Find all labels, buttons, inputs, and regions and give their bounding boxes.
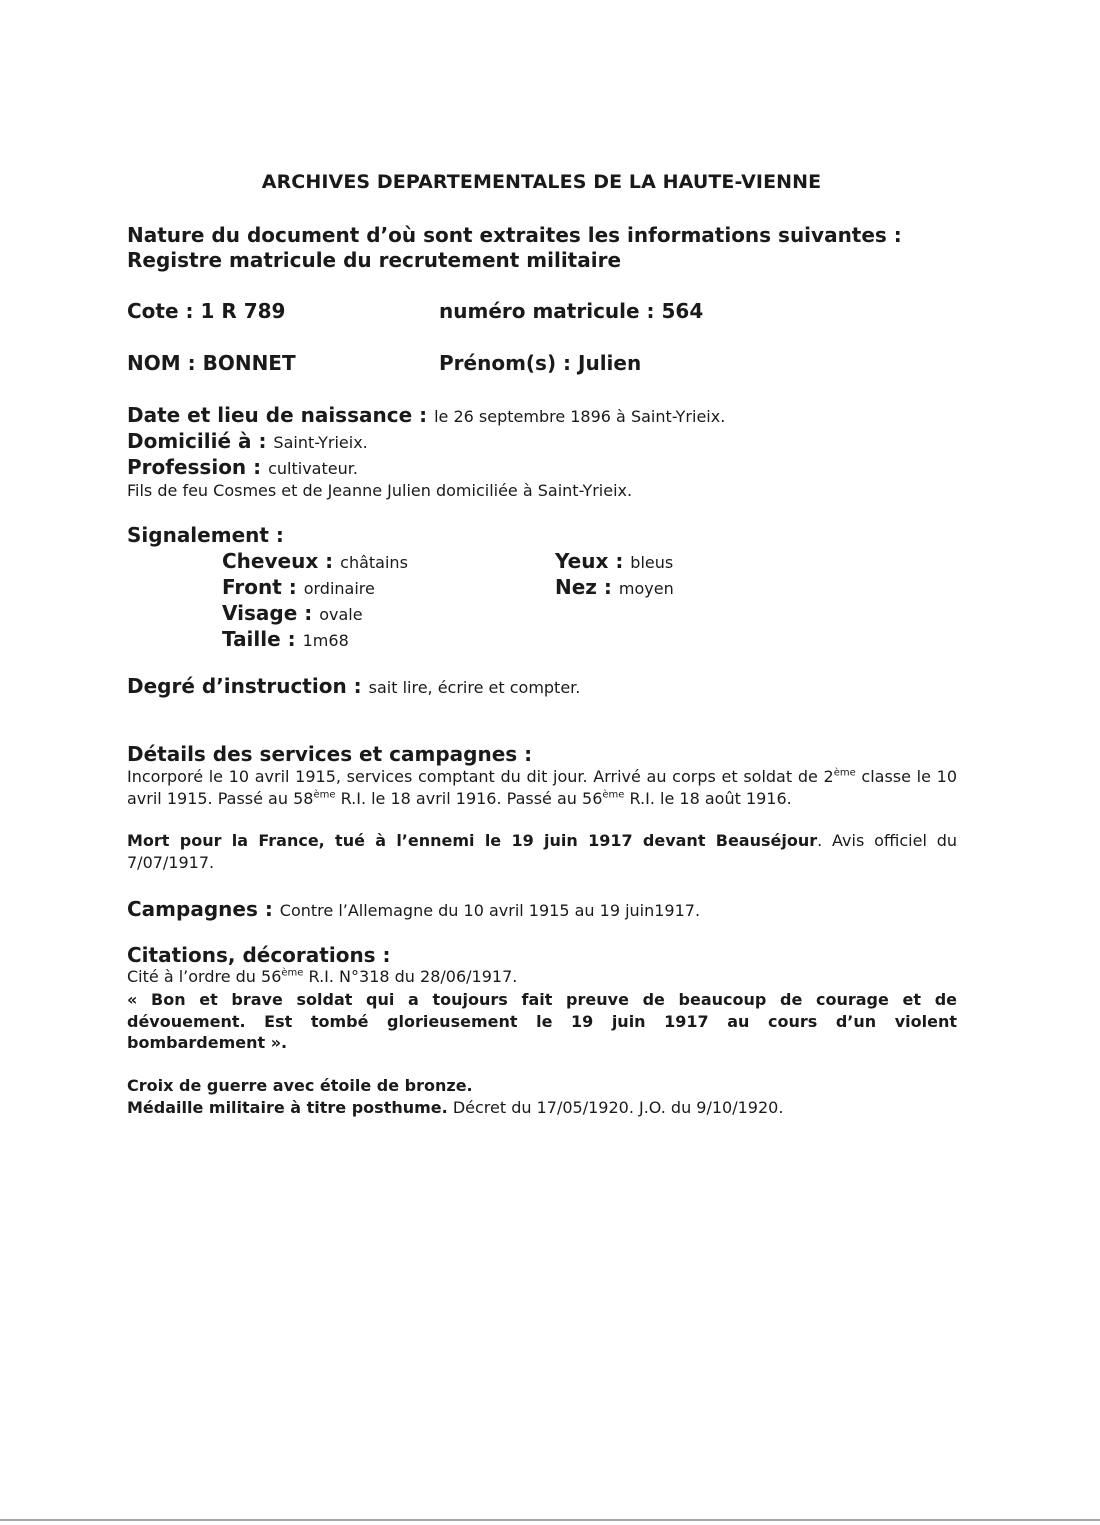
death-notice: . Avis officiel du 7/07/1917.: [127, 831, 958, 872]
croix-de-guerre: Croix de guerre avec étoile de bronze.: [127, 1076, 473, 1095]
instruction-field: [127, 674, 580, 698]
services-text-3: R.I. le 18 avril 1916. Passé au 56: [335, 788, 603, 808]
taille-label: Taille :: [222, 627, 303, 651]
citation-quote: « Bon et brave soldat qui a toujours fait preuve de beaucoup de courage et de dévouement. Est tombé glorieusement le 19 juin 1917 au cours d’un violent bombardement ».: [127, 990, 957, 1052]
campagnes-value: Contre l’Allemagne du 10 avril 1915 au 19 juin1917.: [279, 901, 701, 920]
nez-label: Nez :: [555, 575, 619, 599]
nom-label: NOM :: [127, 351, 203, 375]
services-paragraph: [127, 766, 957, 809]
nom-field: [127, 351, 296, 375]
yeux-label: Yeux :: [555, 549, 631, 573]
medaille-decree: Décret du 17/05/1920. J.O. du 9/10/1920.: [447, 1098, 784, 1117]
cote-field: [127, 299, 285, 323]
citation-text-2: R.I. N°318 du 28/06/1917.: [303, 967, 518, 986]
matricule-label: numéro matricule :: [439, 299, 662, 323]
taille-field: [222, 627, 349, 651]
naissance-label: Date et lieu de naissance :: [127, 403, 435, 427]
instruction-value: sait lire, écrire et compter.: [368, 678, 581, 697]
services-heading: Détails des services et campagnes :: [127, 742, 533, 766]
instruction-label: Degré d’instruction :: [127, 674, 369, 698]
profession-field: [127, 455, 358, 479]
prenom-field: [439, 351, 641, 375]
death-paragraph: [127, 830, 957, 873]
visage-field: [222, 601, 363, 625]
page-title: ARCHIVES DEPARTEMENTALES DE LA HAUTE-VIENNE: [261, 171, 822, 193]
prenom-value: Julien: [578, 351, 642, 375]
naissance-field: [127, 403, 725, 427]
domicile-value: Saint-Yrieix.: [273, 433, 368, 452]
domicile-label: Domicilié à :: [127, 429, 274, 453]
cheveux-label: Cheveux :: [222, 549, 341, 573]
medaille-militaire: [127, 1098, 783, 1117]
cheveux-field: [222, 549, 408, 573]
matricule-value: 564: [661, 299, 704, 323]
front-value: ordinaire: [303, 579, 375, 598]
prenom-label: Prénom(s) :: [439, 351, 579, 375]
nez-value: moyen: [618, 579, 674, 598]
nez-field: [555, 575, 674, 599]
visage-label: Visage :: [222, 601, 320, 625]
ordinal-sup: ème: [281, 967, 304, 979]
signalement-heading: Signalement :: [127, 523, 284, 547]
filiation-text: Fils de feu Cosmes et de Jeanne Julien domiciliée à Saint-Yrieix.: [127, 481, 633, 500]
services-text-4: R.I. le 18 août 1916.: [624, 788, 792, 808]
campagnes-field: [127, 897, 700, 921]
cote-label: Cote :: [127, 299, 201, 323]
services-text-2: classe le 10 avril 1915. Passé au 58: [127, 767, 957, 808]
services-text-1: Incorporé le 10 avril 1915, services comptant du dit jour. Arrivé au corps et soldat de 2: [127, 767, 834, 786]
citation-text-1: Cité à l’ordre du 56: [127, 967, 282, 986]
cote-value: 1 R 789: [200, 299, 286, 323]
profession-value: cultivateur.: [268, 459, 358, 478]
document-nature-value: Registre matricule du recrutement militaire: [127, 248, 622, 272]
yeux-field: [555, 549, 673, 573]
cheveux-value: châtains: [340, 553, 408, 572]
front-label: Front :: [222, 575, 304, 599]
citations-heading: Citations, décorations :: [127, 943, 391, 967]
medaille-label: Médaille militaire à titre posthume.: [127, 1098, 448, 1117]
front-field: [222, 575, 375, 599]
profession-label: Profession :: [127, 455, 269, 479]
death-statement: Mort pour la France, tué à l’ennemi le 19 juin 1917 devant Beauséjour: [127, 831, 818, 850]
taille-value: 1m68: [302, 631, 349, 650]
ordinal-sup: ème: [313, 789, 336, 801]
document-nature-label: Nature du document d’où sont extraites les informations suivantes :: [127, 223, 902, 247]
ordinal-sup: ème: [602, 789, 625, 801]
yeux-value: bleus: [630, 553, 674, 572]
domicile-field: [127, 429, 368, 453]
scan-edge-line: [0, 1519, 1100, 1521]
nom-value: BONNET: [202, 351, 296, 375]
campagnes-label: Campagnes :: [127, 897, 280, 921]
visage-value: ovale: [319, 605, 363, 624]
citation-order: [127, 967, 517, 986]
matricule-field: [439, 299, 703, 323]
ordinal-sup: ème: [833, 767, 856, 779]
naissance-value: le 26 septembre 1896 à Saint-Yrieix.: [434, 407, 726, 426]
